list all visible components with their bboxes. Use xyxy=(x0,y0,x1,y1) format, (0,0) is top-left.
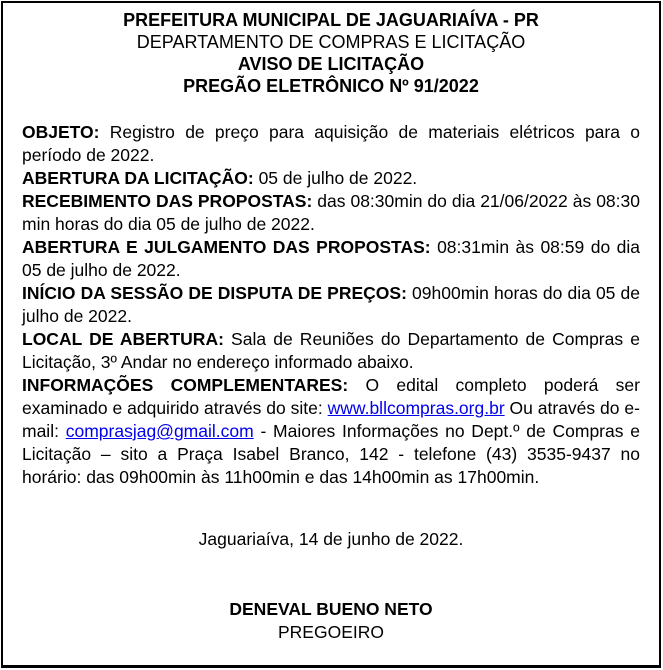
paragraph-local-abertura xyxy=(22,328,640,374)
site-link[interactable]: www.bllcompras.org.br xyxy=(327,398,505,418)
paragraph-inicio-sessao-text: 09h00min horas do dia 05 de julho de 2022. xyxy=(22,283,640,326)
paragraph-informacoes-label: INFORMAÇÕES COMPLEMENTARES: xyxy=(22,375,349,395)
paragraph-inicio-sessao-label: INÍCIO DA SESSÃO DE DISPUTA DE PREÇOS: xyxy=(22,283,407,303)
date-line: Jaguariaíva, 14 de junho de 2022. xyxy=(198,529,464,549)
signatory-role: PREGOEIRO xyxy=(278,622,384,642)
signatory-name: DENEVAL BUENO NETO xyxy=(229,599,433,619)
informacoes-text-before-site: O edital completo poderá ser examinado e adquirido através do site: xyxy=(22,375,640,418)
org-name: PREFEITURA MUNICIPAL DE JAGUARIAÍVA - PR xyxy=(123,10,539,30)
notice-document xyxy=(1,1,661,668)
paragraph-informacoes-complementares xyxy=(22,374,640,489)
paragraph-abertura-julgamento-text: 08:31min às 08:59 do dia 05 de julho de 2022. xyxy=(22,237,640,280)
document-body xyxy=(22,121,640,489)
informacoes-text-after-links: - Maiores Informações no Dept.º de Compras e Licitação – sito a Praça Isabel Branco, 142 - telefone (43) 3535-9437 no horário: das 09h00min às 11h00min e das 14h00min as 17h00min. xyxy=(22,421,640,487)
paragraph-inicio-sessao xyxy=(22,282,640,328)
email-link[interactable]: comprasjag@gmail.com xyxy=(65,421,254,441)
paragraph-objeto-label: OBJETO: xyxy=(22,122,100,142)
paragraph-abertura-julgamento-label: ABERTURA E JULGAMENTO DAS PROPOSTAS: xyxy=(22,237,431,257)
paragraph-recebimento-propostas-text: das 08:30min do dia 21/06/2022 às 08:30 min horas do dia 05 de julho de 2022. xyxy=(22,191,640,234)
paragraph-abertura-licitacao-text: 05 de julho de 2022. xyxy=(258,168,418,188)
document-header xyxy=(22,9,640,97)
notice-type-title: AVISO DE LICITAÇÃO xyxy=(237,54,425,74)
paragraph-local-abertura-text: Sala de Reuniões do Departamento de Compras e Licitação, 3º Andar no endereço informado abaixo. xyxy=(22,329,640,372)
paragraph-abertura-licitacao xyxy=(22,167,640,190)
department-name: DEPARTAMENTO DE COMPRAS E LICITAÇÃO xyxy=(136,32,526,52)
paragraph-recebimento-propostas-label: RECEBIMENTO DAS PROPOSTAS: xyxy=(22,191,313,211)
signature-block xyxy=(22,598,640,644)
paragraph-recebimento-propostas xyxy=(22,190,640,236)
paragraph-objeto-text: Registro de preço para aquisição de materiais elétricos para o período de 2022. xyxy=(22,122,640,165)
procurement-number: PREGÃO ELETRÔNICO Nº 91/2022 xyxy=(183,76,479,96)
paragraph-abertura-julgamento xyxy=(22,236,640,282)
paragraph-local-abertura-label: LOCAL DE ABERTURA: xyxy=(22,329,224,349)
paragraph-objeto xyxy=(22,121,640,167)
paragraph-abertura-licitacao-label: ABERTURA DA LICITAÇÃO: xyxy=(22,168,254,188)
informacoes-text-between-links: Ou através do e-mail: xyxy=(22,398,640,441)
